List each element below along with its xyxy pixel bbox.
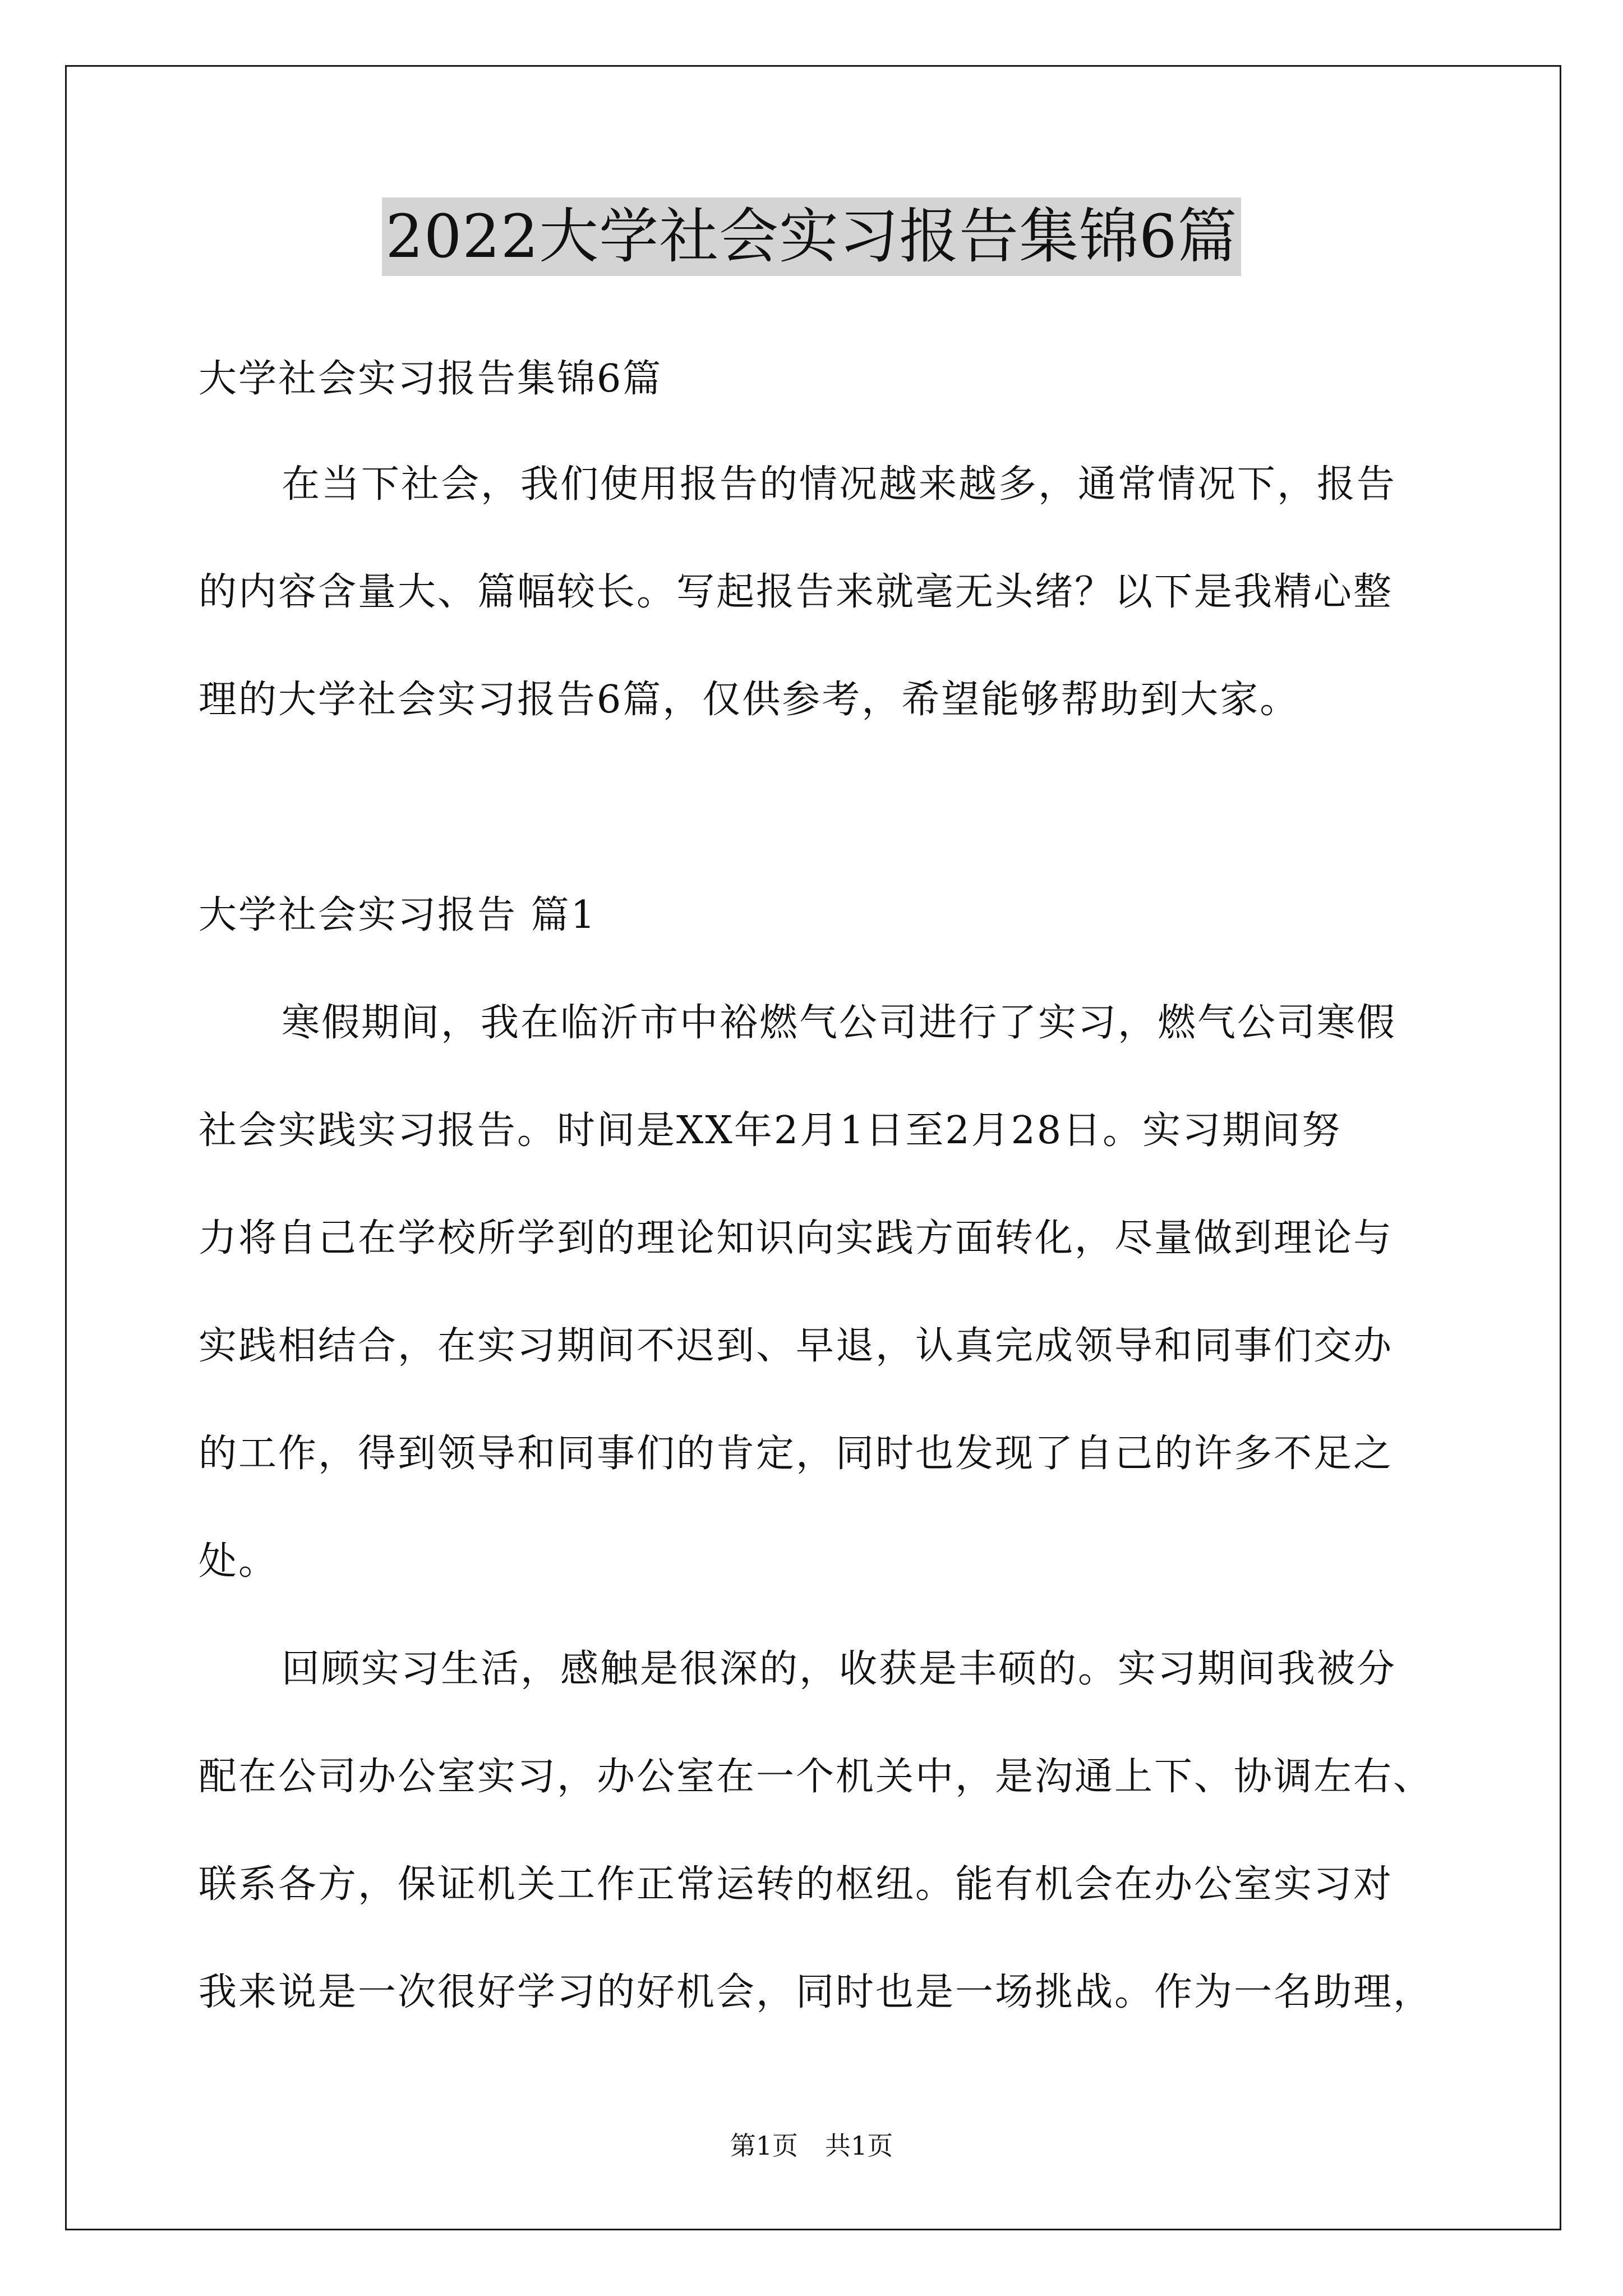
intro-line: 在当下社会，我们使用报告的情况越来越多，通常情况下，报告 [282, 462, 1397, 507]
paragraph-line: 社会实践实习报告。时间是XX年2月1日至2月28日。实习期间努 [199, 1108, 1342, 1153]
title-container [0, 197, 1623, 276]
paragraph-line: 力将自己在学校所学到的理论知识向实践方面转化，尽量做到理论与 [199, 1216, 1394, 1260]
subtitle: 大学社会实习报告集锦6篇 [199, 357, 663, 401]
intro-line: 的内容含量大、篇幅较长。写起报告来就毫无头绪？以下是我精心整 [199, 570, 1394, 614]
paragraph-line: 配在公司办公室实习，办公室在一个机关中，是沟通上下、协调左右、 [199, 1755, 1433, 1799]
paragraph-line: 的工作，得到领导和同事们的肯定，同时也发现了自己的许多不足之 [199, 1432, 1394, 1476]
paragraph-line: 实践相结合，在实习期间不迟到、早退，认真完成领导和同事们交办 [199, 1324, 1394, 1368]
paragraph-line: 寒假期间，我在临沂市中裕燃气公司进行了实习，燃气公司寒假 [282, 1001, 1397, 1045]
document-title: 2022大学社会实习报告集锦6篇 [382, 197, 1241, 276]
section-heading: 大学社会实习报告 篇1 [199, 893, 597, 937]
page-number: 第1页 [730, 2131, 798, 2161]
page-total: 共1页 [825, 2131, 893, 2161]
paragraph-line: 联系各方，保证机关工作正常运转的枢纽。能有机会在办公室实习对 [199, 1862, 1394, 1907]
paragraph-line: 我来说是一次很好学习的好机会，同时也是一场挑战。作为一名助理， [199, 1970, 1433, 2014]
intro-line: 理的大学社会实习报告6篇，仅供参考，希望能够帮助到大家。 [199, 678, 1300, 722]
paragraph-line: 处。 [199, 1539, 279, 1584]
paragraph-line: 回顾实习生活，感触是很深的，收获是丰硕的。实习期间我被分 [282, 1647, 1397, 1691]
page-footer [0, 2129, 1623, 2162]
